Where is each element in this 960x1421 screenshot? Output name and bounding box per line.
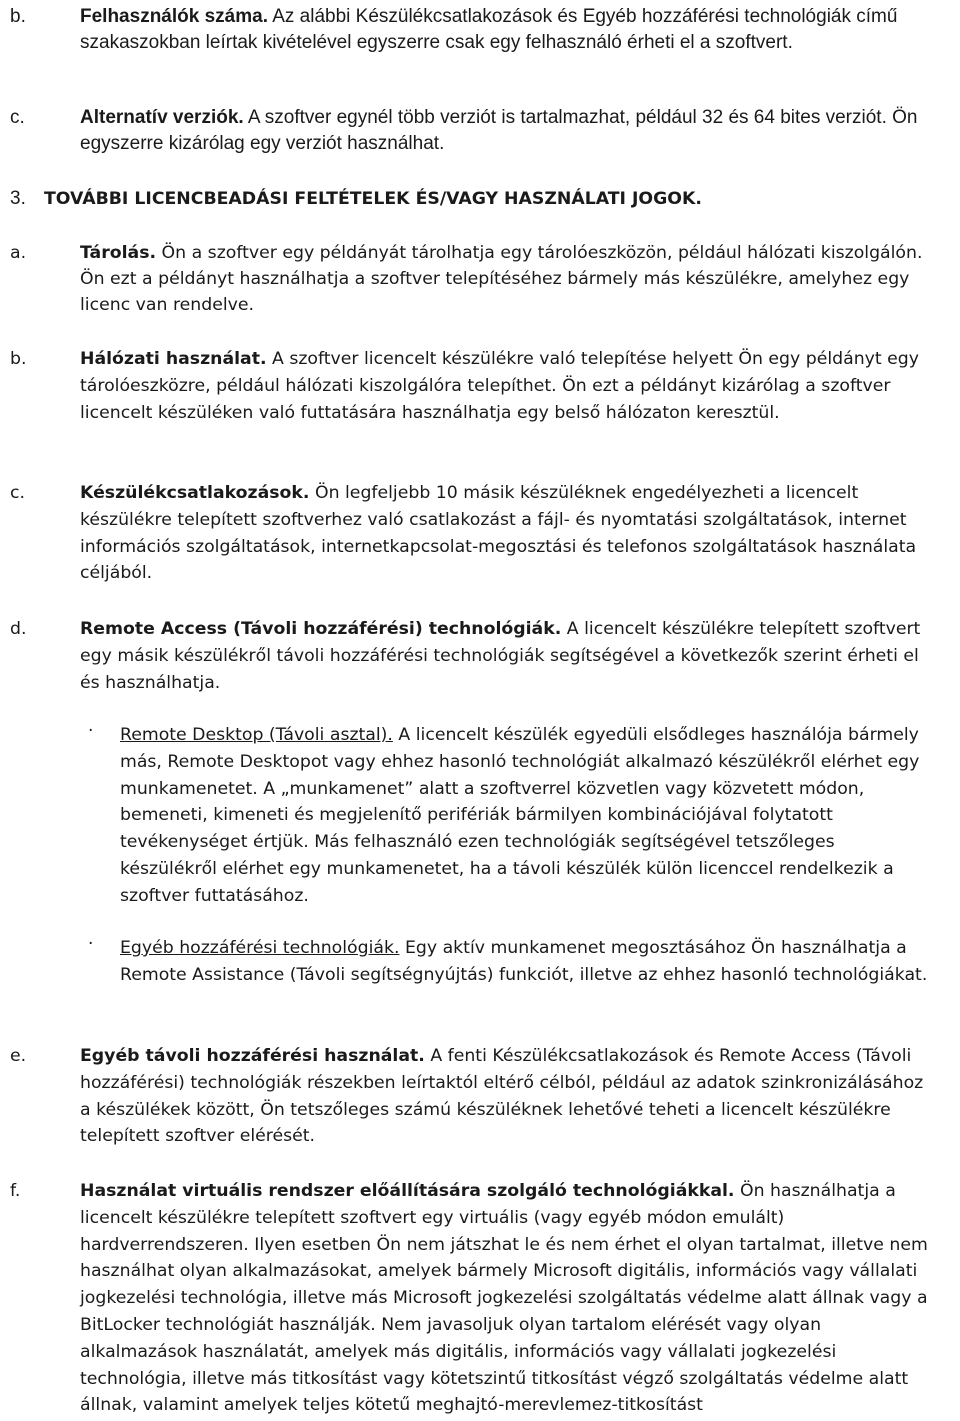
item-body: Egy aktív munkamenet megosztásához Ön használhatja a Remote Assistance (Távoli segítségnyújtás) funkciót, illetve az ehhez hasonló technológiákat. [120,938,928,985]
item-text [80,4,930,56]
item-label: b. [10,6,26,27]
item-title: Felhasználók száma. [80,6,268,27]
item-label: c. [10,107,25,128]
item-title: Remote Access (Távoli hozzáférési) technológiák. [80,619,562,639]
item-body: A licencelt készülék egyedüli elsődleges használója bármely más, Remote Desktopot vagy ehhez hasonló technológiát alkalmazó készülékről elérhet egy munkamenetet. A „munkamenet” alatt a szoftverrel közvetlen vagy közvetett módon, bemeneti, kimeneti és megjelenítő perifériák bármilyen kombinációjával folytatott tevékenységet értjük. Más felhasználó ezen technológiák segítségével tetszőleges készülékről elérhet egy munkamenetet, ha a távoli készülék külön licenccel rendelkezik a szoftver futtatásához. [120,725,920,906]
item-body: Ön használhatja a licencelt készülékre telepített szoftvert egy virtuális (vagy egyéb módon emulált) hardverrendszeren. Ilyen esetben Ön nem játszhat le és nem érhet el olyan tartalmat, illetve nem használhat olyan alkalmazásokat, amelyek bármely Microsoft digitális, információs vagy vállalati jogkezelési technológia, illetve más Microsoft jogkezelési szolgáltatás védelme alatt állnak vagy a BitLocker technológiát használják. Nem javasoljuk olyan tartalom elérését vagy olyan alkalmazások használatát, amelyek más digitális, információs vagy vállalati jogkezelési technológia, illetve más titkosítást vagy kötetszintű titkosítást végző szolgáltatás védelme alatt állnak, valamint amelyek teljes kötetű meghajtó-merevlemez-titkosítást [80,1181,928,1416]
item-title: Remote Desktop (Távoli asztal). [120,725,393,745]
item-body: Az alábbi Készülékcsatlakozások és Egyéb hozzáférési technológiák című szakaszokban leírtak kivételével egyszerre csak egy felhasználó érheti el a szoftvert. [80,6,898,53]
item-body: A szoftver licencelt készülékre való telepítése helyett Ön egy példányt egy tárolóeszközre, például hálózati kiszolgálóra telepíthet. Ön ezt a példányt kizárólag a szoftver licencelt készüléken való futtatására használhatja egy belső hálózaton keresztül. [80,349,919,423]
item-body: A szoftver egynél több verziót is tartalmazhat, például 32 és 64 bites verziót. Ön egyszerre kizárólag egy verziót használhat. [80,107,918,154]
item-title: Alternatív verziók. [80,107,244,128]
item-text [120,722,930,910]
item-text [80,1178,930,1419]
section-heading: TOVÁBBI LICENCBEADÁSI FELTÉTELEK ÉS/VAGY HASZNÁLATI JOGOK. [44,189,702,209]
item-title: Készülékcsatlakozások. [80,483,310,503]
item-text [80,1043,930,1150]
item-text [80,346,930,426]
item-title: Tárolás. [80,243,157,263]
item-body: A fenti Készülékcsatlakozások és Remote Access (Távoli hozzáférési) technológiák részekben leírtaktól eltérő célból, például az adatok szinkronizálásához a készülékek között, Ön tetszőleges számú készüléknek lehetővé teheti a licencelt készülékre telepített szoftver elérését. [80,1046,924,1147]
item-text [120,935,930,989]
item-label: a. [10,243,27,263]
item-text [44,186,930,212]
bullet-marker: · [88,721,94,741]
item-text [80,616,930,696]
item-text [80,240,930,318]
section-number: 3. [10,188,26,209]
item-label: b. [10,349,27,369]
item-label: f. [10,1181,21,1201]
item-label: e. [10,1046,27,1066]
item-label: d. [10,619,27,639]
item-body: A licencelt készülékre telepített szoftvert egy másik készülékről távoli hozzáférési technológiák segítségével a következők szerint érheti el és használhatja. [80,619,921,693]
item-text [80,105,930,157]
item-title: Egyéb távoli hozzáférési használat. [80,1046,425,1066]
item-text [80,480,930,587]
bullet-marker: · [88,934,94,954]
item-title: Használat virtuális rendszer előállítására szolgáló technológiákkal. [80,1181,735,1201]
item-title: Hálózati használat. [80,349,267,369]
item-body: Ön a szoftver egy példányát tárolhatja egy tárolóeszközön, például hálózati kiszolgálón. Ön ezt a példányt használhatja a szoftver telepítéséhez bármely más készülékre, amelyhez egy licenc van rendelve. [80,243,923,315]
item-label: c. [10,483,25,503]
item-title: Egyéb hozzáférési technológiák. [120,938,400,958]
item-body: Ön legfeljebb 10 másik készüléknek engedélyezheti a licencelt készülékre telepített szoftverhez való csatlakozást a fájl- és nyomtatási szolgáltatások, internet információs szolgáltatások, internetkapcsolat-megosztási és telefonos szolgáltatások használata céljából. [80,483,917,584]
